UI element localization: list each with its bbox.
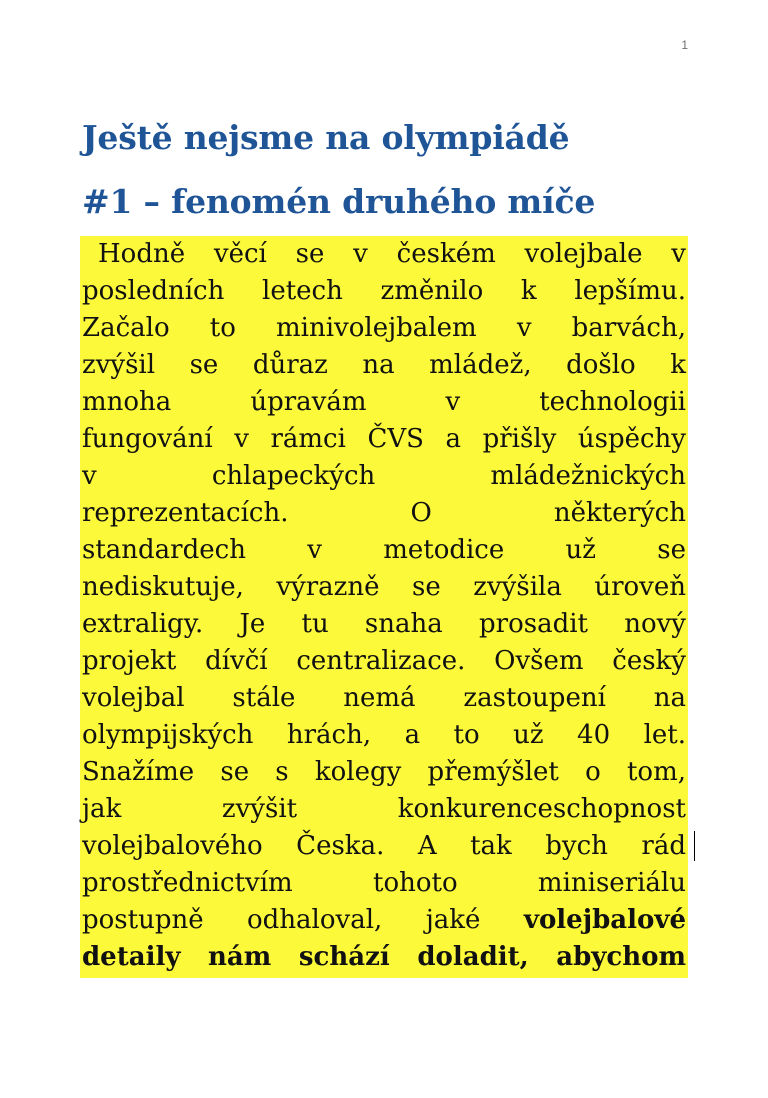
paragraph-line: Začalo to minivolejbalem v barvách, (82, 313, 686, 343)
page-number: 1 (681, 38, 688, 52)
paragraph-line: extraligy. Je tu snaha prosadit nový (82, 609, 686, 639)
text-cursor (694, 831, 695, 861)
document-title (82, 106, 702, 234)
paragraph-line: olympijských hrách, a to už 40 let. (82, 720, 686, 750)
highlighted-paragraph[interactable] (80, 236, 688, 978)
paragraph-line: volejbalového Česka. A tak bych rád (82, 831, 686, 861)
paragraph-line: reprezentacích. O některých (82, 498, 686, 528)
paragraph-line: standardech v metodice už se (82, 535, 686, 565)
paragraph-line: nediskutuje, výrazně se zvýšila úroveň (82, 572, 686, 602)
paragraph-line: Hodně věcí se v českém volejbale v (98, 239, 686, 269)
title-line-1: Ještě nejsme na olympiádě (82, 118, 570, 157)
paragraph-line: prostřednictvím tohoto miniseriálu (82, 868, 686, 898)
paragraph-line: v chlapeckých mládežnických (82, 461, 686, 491)
paragraph-line: volejbal stále nemá zastoupení na (82, 683, 686, 713)
paragraph-line-mixed (82, 902, 686, 939)
paragraph-line: projekt dívčí centralizace. Ovšem český (82, 646, 686, 676)
regular-text: postupně odhaloval, jaké (82, 905, 481, 935)
bold-text: volejbalové (523, 905, 687, 935)
paragraph-line: Snažíme se s kolegy přemýšlet o tom, (82, 757, 686, 787)
paragraph-line: fungování v rámci ČVS a přišly úspěchy (82, 424, 686, 454)
paragraph-line: mnoha úpravám v technologii (82, 387, 686, 417)
paragraph-line-bold: detaily nám schází doladit, abychom (82, 942, 686, 972)
paragraph-line: zvýšil se důraz na mládež, došlo k (82, 350, 686, 380)
paragraph-line: jak zvýšit konkurenceschopnost (82, 794, 686, 824)
paragraph-line: posledních letech změnilo k lepšímu. (82, 276, 686, 306)
title-line-2: #1 – fenomén druhého míče (82, 182, 596, 221)
